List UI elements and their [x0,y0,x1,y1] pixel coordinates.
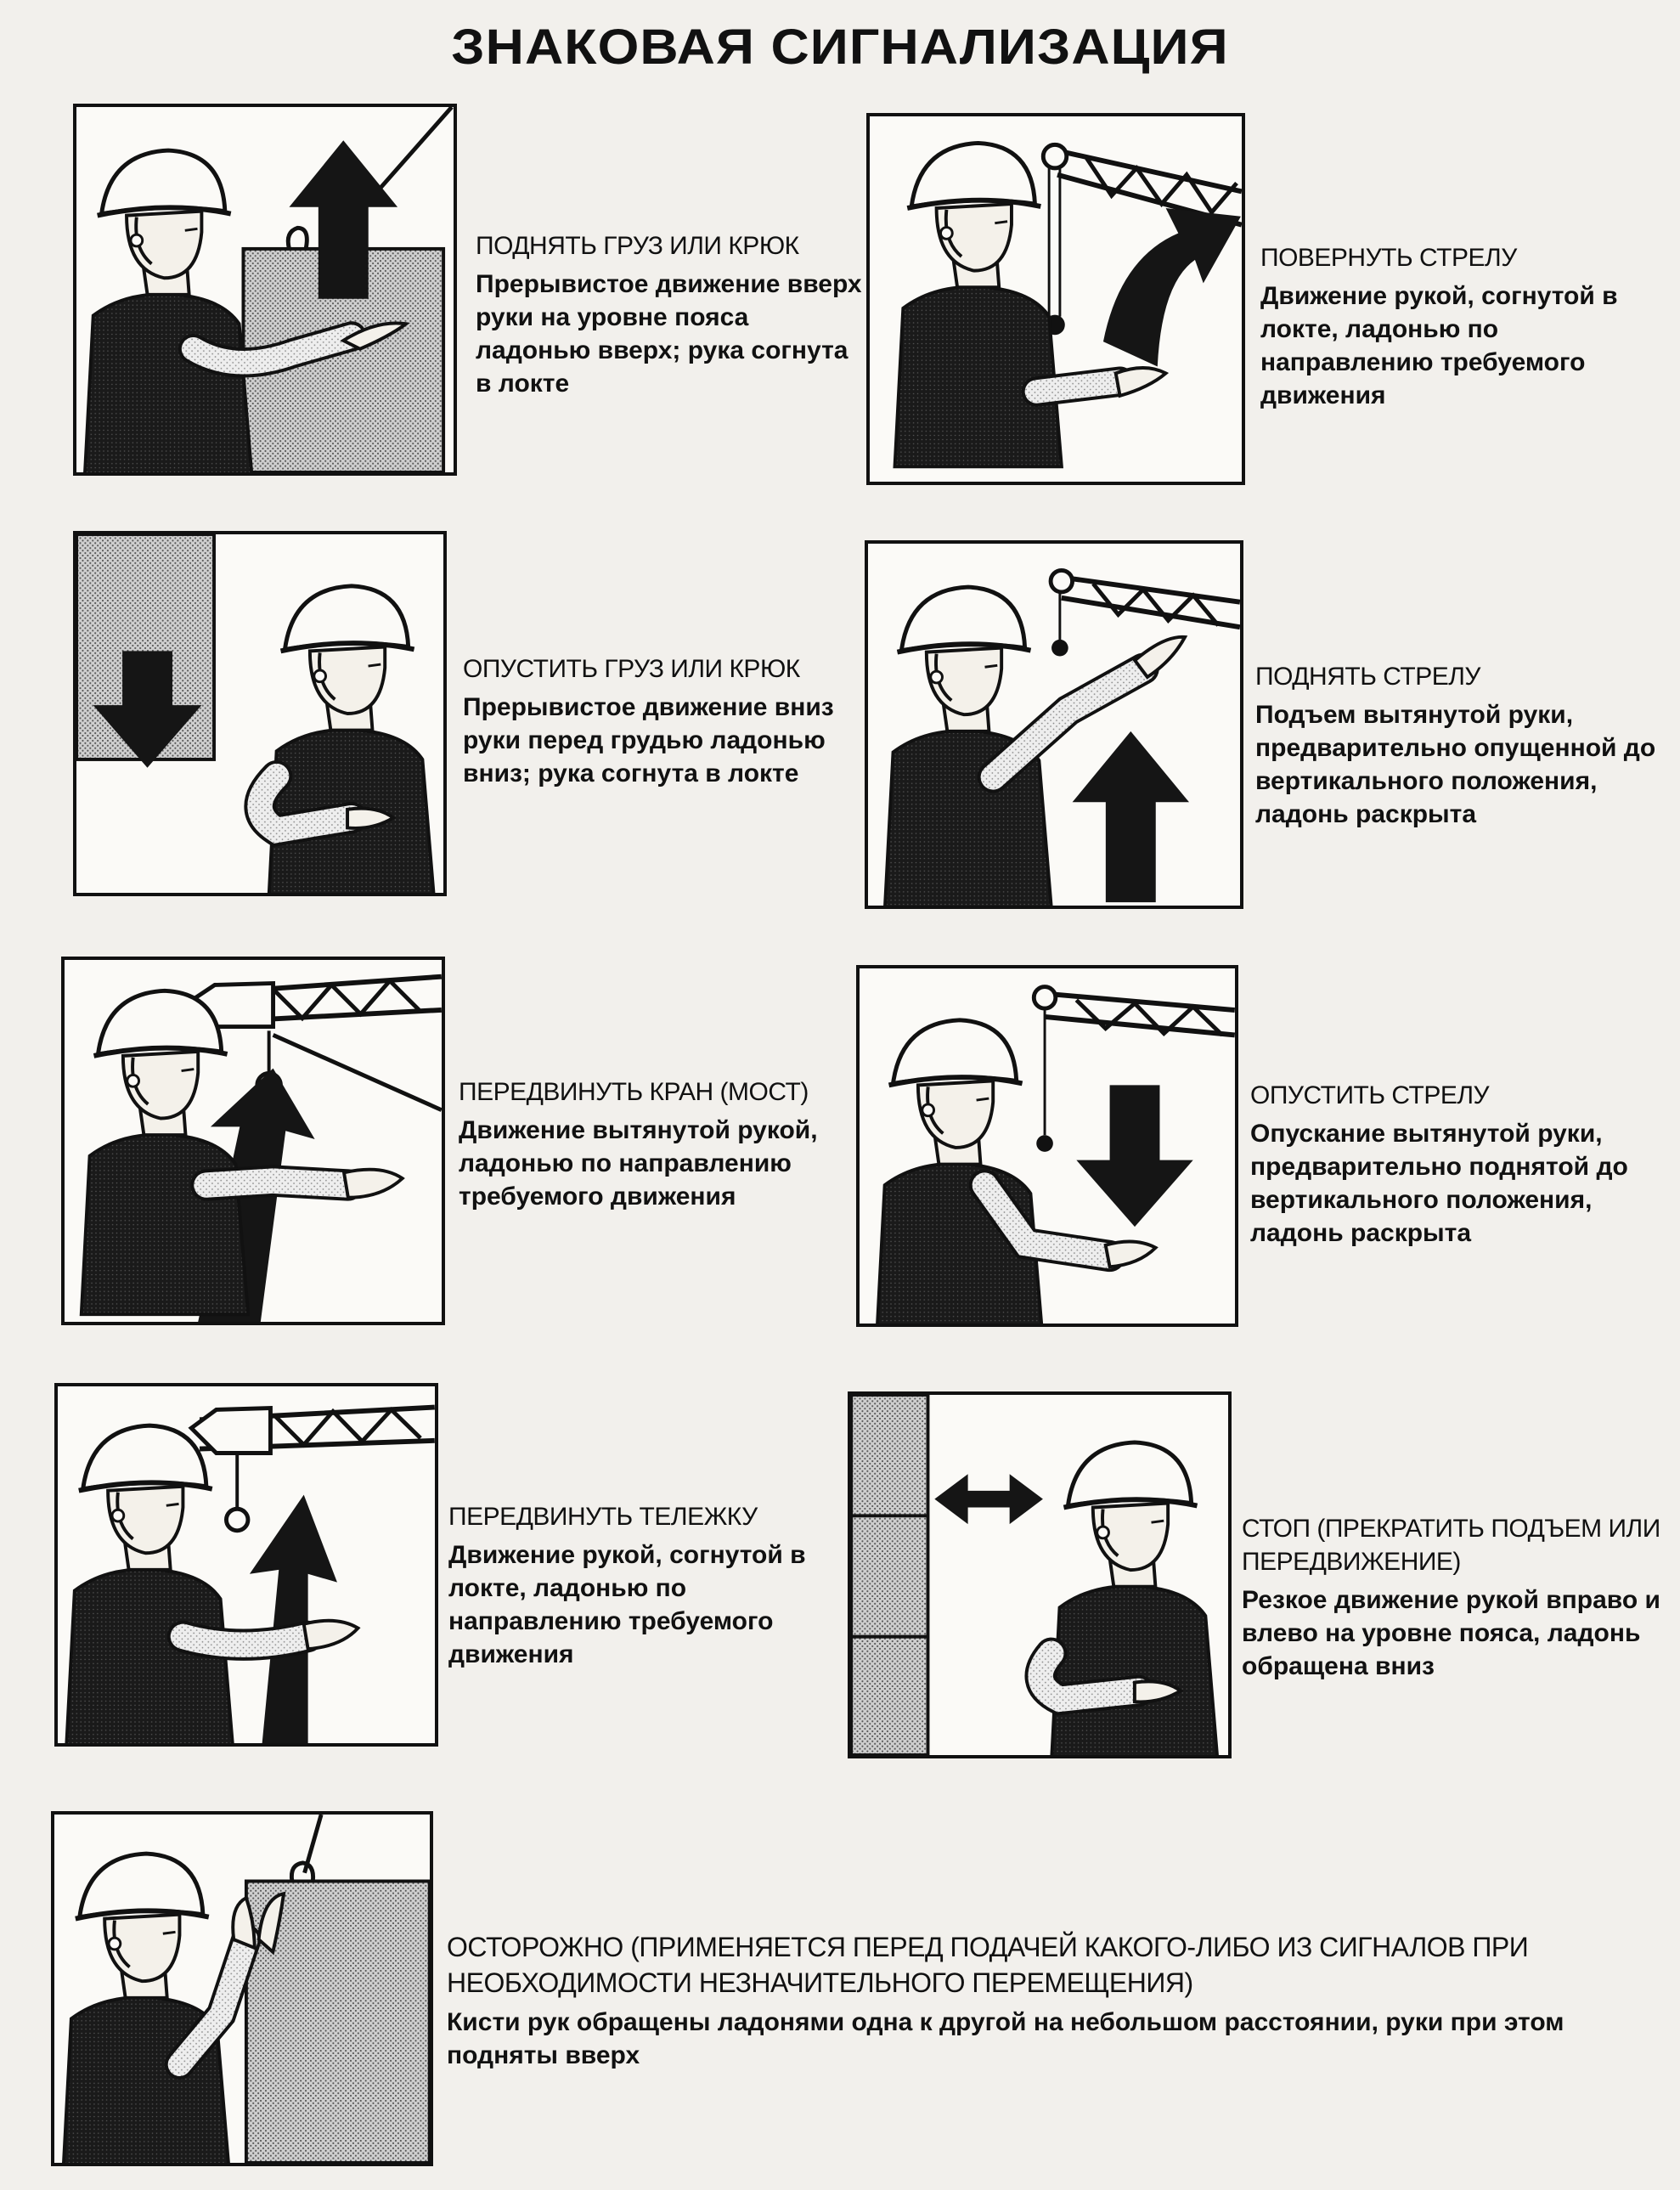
signal-lower-load-description: Прерывистое движение вниз руки перед грудью ладонью вниз; рука согнута в локте [463,693,834,787]
signal-lower-load-title: ОПУСТИТЬ ГРУЗ ИЛИ КРЮК [463,655,800,683]
signal-stop-title: СТОП (ПРЕКРАТИТЬ ПОДЪЕМ ИЛИ ПЕРЕДВИЖЕНИЕ) [1242,1515,1660,1576]
page-title: ЗНАКОВАЯ СИГНАЛИЗАЦИЯ [451,20,1229,75]
hand-icon [1135,637,1185,677]
double-arrow-icon [934,1474,1043,1524]
signal-stop-caption [1242,1512,1666,1683]
move-trolley-illustration [58,1386,435,1743]
signal-move-trolley-title: ПЕРЕДВИНУТЬ ТЕЛЕЖКУ [448,1503,758,1531]
lower-load-illustration [76,534,443,893]
signal-caution-picture [51,1811,433,2166]
signal-caution-description: Кисти рук обращены ладонями одна к другой на небольшом расстоянии, руки при этом подняты вверх [447,2008,1564,2070]
signal-rotate-boom-description: Движение рукой, согнутой в локте, ладонью по направлению требуемого движения [1260,282,1618,409]
arrow-down-icon [1076,1085,1192,1227]
signal-stop-description: Резкое движение рукой вправо и влево на уровне пояса, ладонь обращена вниз [1242,1586,1660,1680]
signal-raise-boom-caption [1255,660,1672,831]
signal-move-trolley-picture [54,1383,438,1747]
signal-raise-boom-title: ПОДНЯТЬ СТРЕЛУ [1255,663,1480,691]
signal-move-crane-caption [459,1075,866,1213]
move-crane-illustration [65,960,442,1322]
signal-rotate-boom-picture [866,113,1245,485]
signal-lift-load-title: ПОДНЯТЬ ГРУЗ ИЛИ КРЮК [476,232,799,260]
hand-icon [344,1170,403,1198]
signal-raise-boom-description: Подъем вытянутой руки, предварительно опущенной до вертикального положения, ладонь раскрыта [1255,701,1656,828]
crane-trolley-icon [191,1408,435,1531]
signal-move-crane-title: ПЕРЕДВИНУТЬ КРАН (МОСТ) [459,1078,809,1106]
crane-bridge-icon [189,977,441,1110]
signal-move-trolley-description: Движение рукой, согнутой в локте, ладонью по направлению требуемого движения [448,1541,806,1668]
signal-stop-picture [848,1391,1232,1758]
signal-caution-caption [447,1930,1627,2072]
signal-lower-boom-title: ОПУСТИТЬ СТРЕЛУ [1250,1081,1490,1109]
hand-icon [304,1621,358,1649]
raise-boom-illustration [868,544,1240,906]
signal-move-crane-description: Движение вытянутой рукой, ладонью по направлению требуемого движения [459,1116,818,1211]
signal-move-crane-picture [61,957,445,1325]
lift-load-illustration [76,107,454,472]
rotate-boom-illustration [870,116,1242,482]
crane-boom-icon [1051,570,1240,656]
curved-arrow-icon [1103,208,1241,367]
signal-lower-load-picture [73,531,447,896]
signal-caution-title: ОСТОРОЖНО (ПРИМЕНЯЕТСЯ ПЕРЕД ПОДАЧЕЙ КАКОГО-ЛИБО ИЗ СИГНАЛОВ ПРИ НЕОБХОДИМОСТИ НЕЗНАЧИТЕЛЬНОГО ПЕРЕМЕЩЕНИЯ) [447,1932,1529,1998]
signal-lower-boom-description: Опускание вытянутой руки, предварительно поднятой до вертикального положения, ладонь раскрыта [1250,1120,1628,1247]
signal-lift-load-picture [73,104,457,476]
hand-icon [1116,368,1166,396]
hand-icon [1106,1241,1156,1267]
caution-illustration [54,1815,430,2163]
signal-raise-boom-picture [865,540,1243,909]
signal-rotate-boom-caption [1260,241,1668,412]
signal-lift-load-description: Прерывистое движение вверх руки на уровне пояса ладонью вверх; рука согнута в локте [476,270,862,398]
signal-lift-load-caption [476,229,866,400]
signal-lower-boom-caption [1250,1079,1672,1250]
lower-boom-illustration [860,968,1235,1324]
arrow-diagonal-icon [250,1495,337,1743]
arrow-up-icon [1073,731,1189,902]
signal-lower-boom-picture [856,965,1238,1327]
signal-move-trolley-caption [448,1500,856,1671]
stop-illustration [851,1395,1228,1755]
signal-rotate-boom-title: ПОВЕРНУТЬ СТРЕЛУ [1260,244,1517,272]
signal-lower-load-caption [463,652,862,790]
